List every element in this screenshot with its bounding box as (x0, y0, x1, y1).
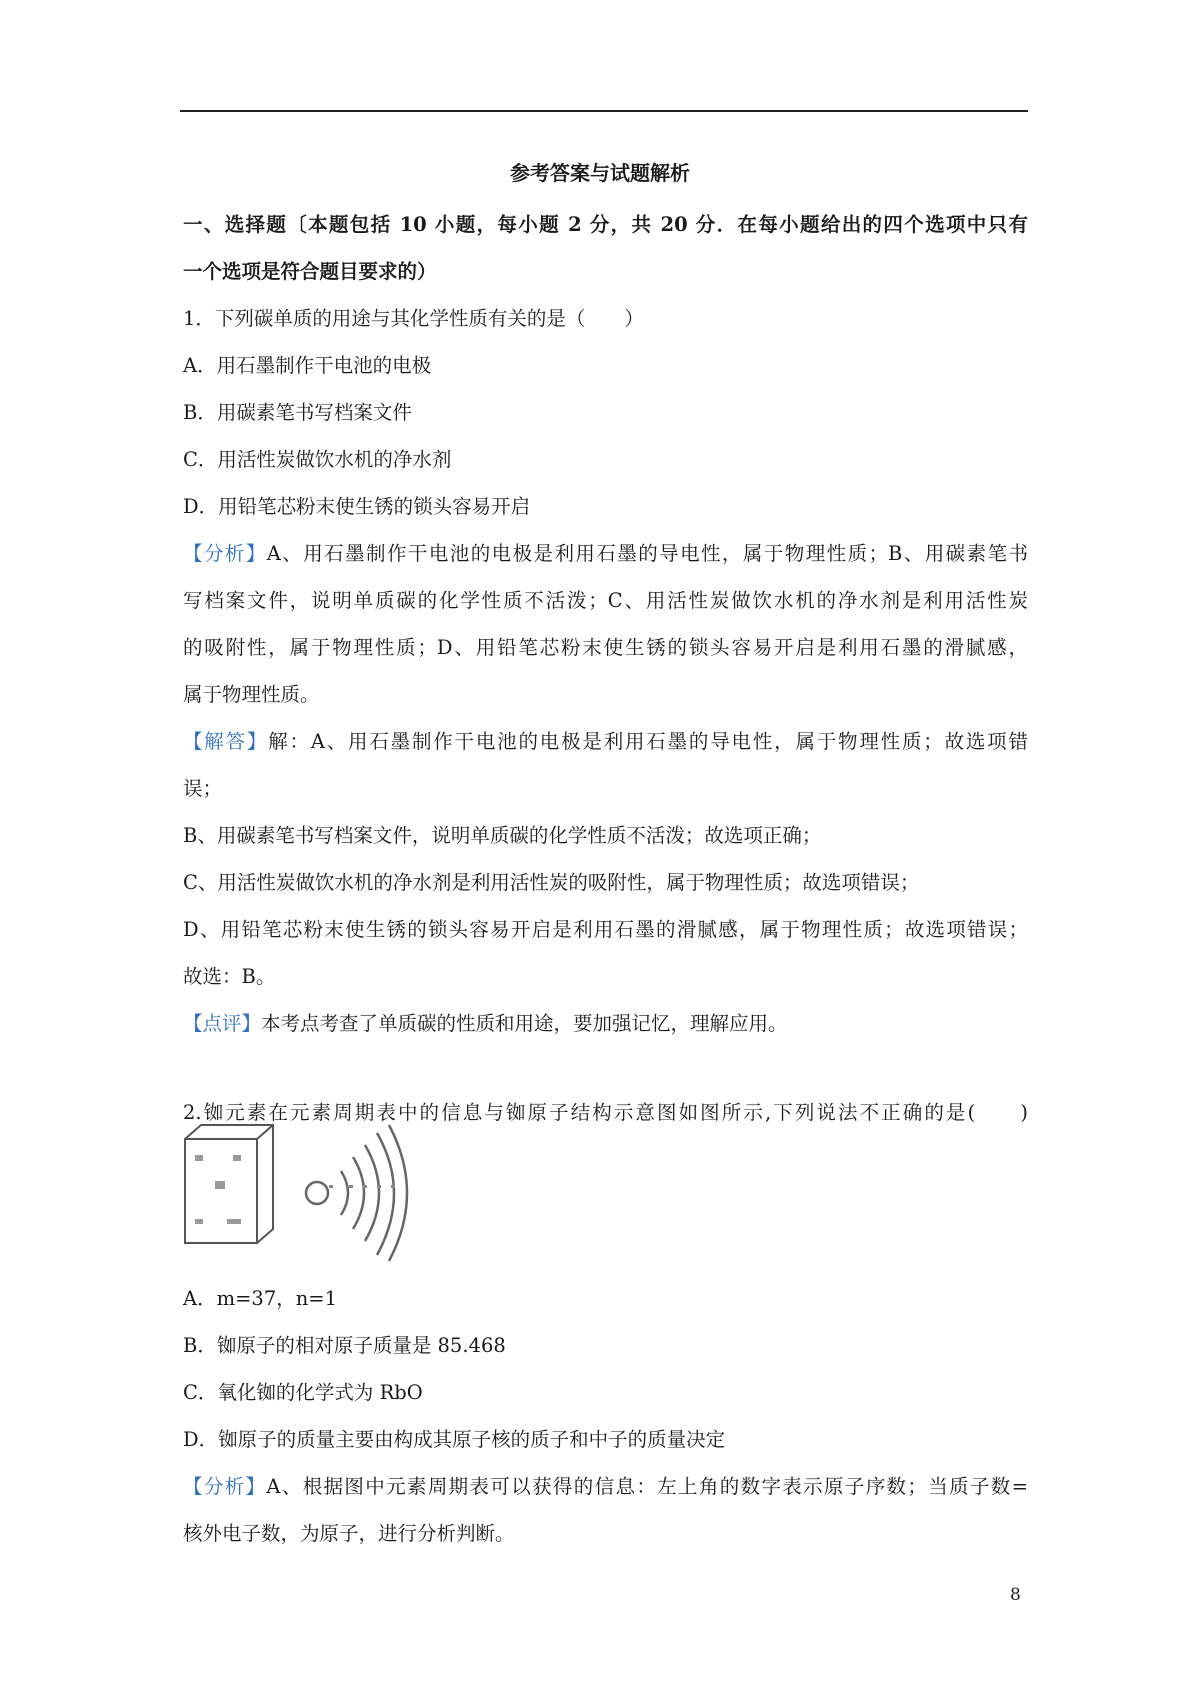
q1-answer-line5: D、用铅笔芯粉末使生锈的锁头容易开启是利用石墨的滑腻感，属于物理性质；故选项错误； (183, 918, 1028, 941)
section-header-line2: 一个选项是符合题目要求的） (183, 260, 437, 283)
section-header-line1: 一、选择题〔本题包括 10 小题，每小题 2 分，共 20 分．在每小题给出的四个选项中只有 (183, 213, 1028, 236)
q2-option-d: D．铷原子的质量主要由构成其原子核的质子和中子的质量决定 (183, 1428, 726, 1451)
q1-answer-tag: 【解答】 (183, 730, 269, 753)
q2-analysis-line1: 【分析】A、根据图中元素周期表可以获得的信息：左上角的数字表示原子序数；当质子数= (183, 1475, 1028, 1498)
electron-count-smudges (329, 1185, 395, 1188)
periodic-table-cell-image (185, 1125, 273, 1243)
q1-analysis-line1: 【分析】A、用石墨制作干电池的电极是利用石墨的导电性，属于物理性质；B、用碳素笔书 (183, 542, 1028, 565)
q1-analysis-tag: 【分析】 (183, 542, 267, 565)
periodic-cell-smudges (195, 1155, 241, 1224)
q1-option-b: B．用碳素笔书写档案文件 (183, 401, 412, 424)
q1-answer-line4: C、用活性炭做饮水机的净水剂是利用活性炭的吸附性，属于物理性质；故选项错误； (183, 871, 920, 894)
q1-answer-line2: 误； (183, 777, 223, 800)
q1-comment-tag: 【点评】 (183, 1012, 262, 1035)
q1-analysis-line3: 的吸附性，属于物理性质；D、用铅笔芯粉末使生锈的锁头容易开启是利用石墨的滑腻感， (183, 636, 1028, 659)
page-number: 8 (1010, 1585, 1021, 1605)
q1-option-a: A．用石墨制作干电池的电极 (183, 354, 432, 377)
q1-comment: 【点评】本考点考查了单质碳的性质和用途，要加强记忆，理解应用。 (183, 1012, 788, 1035)
q2-option-a: A．m=37，n=1 (183, 1287, 338, 1310)
atomic-structure-diagram (306, 1125, 407, 1261)
q2-option-b: B．铷原子的相对原子质量是 85.468 (183, 1334, 506, 1357)
q1-answer-line1: 【解答】解：A、用石墨制作干电池的电极是利用石墨的导电性，属于物理性质；故选项错 (183, 730, 1028, 753)
page-title: 参考答案与试题解析 (510, 161, 690, 185)
q1-answer-line6: 故选：B。 (183, 965, 276, 988)
q1-option-c: C．用活性炭做饮水机的净水剂 (183, 448, 452, 471)
q1-answer-line3: B、用碳素笔书写档案文件，说明单质碳的化学性质不活泼；故选项正确； (183, 824, 822, 847)
rubidium-figure (183, 1123, 423, 1263)
header-rule (180, 110, 1028, 112)
q1-analysis-line4: 属于物理性质。 (183, 683, 320, 706)
q1-analysis-line2: 写档案文件，说明单质碳的化学性质不活泼；C、用活性炭做饮水机的净水剂是利用活性炭 (183, 589, 1028, 612)
q1-stem: 1．下列碳单质的用途与其化学性质有关的是（ ） (183, 307, 644, 330)
q2-option-c: C．氧化铷的化学式为 RbO (183, 1381, 423, 1404)
q2-stem: 2.铷元素在元素周期表中的信息与铷原子结构示意图如图所示,下列说法不正确的是( ) (183, 1101, 1028, 1124)
q2-analysis-tag: 【分析】 (183, 1475, 267, 1498)
q2-analysis-line2: 核外电子数，为原子，进行分析判断。 (183, 1522, 515, 1545)
q1-option-d: D．用铅笔芯粉末使生锈的锁头容易开启 (183, 495, 531, 518)
